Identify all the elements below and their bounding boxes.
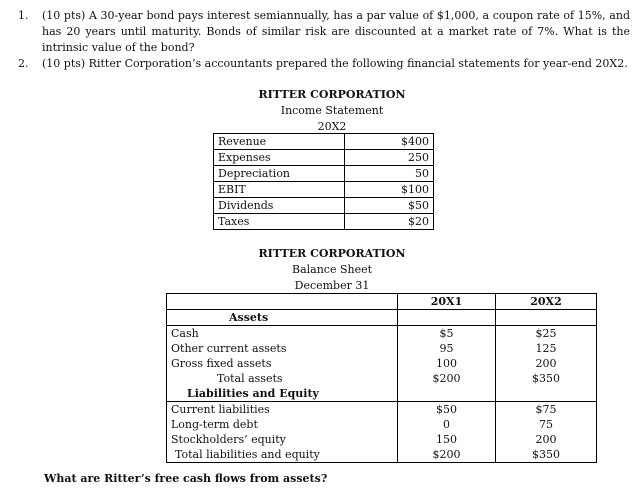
row-label: Depreciation bbox=[214, 166, 345, 182]
question-text: (10 pts) Ritter Corporation’s accountants prepared the following financial statements for year-end 20X2. bbox=[42, 57, 628, 70]
liability-row bbox=[167, 417, 597, 432]
value-20x2: $75 bbox=[496, 402, 597, 418]
row-label: Total liabilities and equity bbox=[167, 447, 398, 463]
value-20x2: $350 bbox=[496, 371, 597, 386]
question-number: 1. bbox=[18, 9, 29, 22]
value-20x1: $200 bbox=[398, 371, 496, 386]
value-20x1: 0 bbox=[398, 417, 496, 432]
column-header-row bbox=[167, 294, 597, 310]
asset-row bbox=[167, 341, 597, 356]
statement-title: Balance Sheet bbox=[291, 263, 373, 276]
value-20x1: 150 bbox=[398, 432, 496, 447]
liability-row bbox=[167, 402, 597, 418]
income-row bbox=[214, 166, 434, 182]
income-row bbox=[214, 134, 434, 150]
row-value: $20 bbox=[345, 214, 434, 230]
row-label bbox=[167, 294, 398, 310]
income-statement-table bbox=[213, 133, 434, 230]
section-heading-row bbox=[167, 310, 597, 326]
total-assets-row bbox=[167, 371, 597, 386]
section-heading-row bbox=[167, 386, 597, 402]
row-label: Stockholders’ equity bbox=[167, 432, 398, 447]
row-value: 250 bbox=[345, 150, 434, 166]
row-label: Cash bbox=[167, 326, 398, 342]
value-20x2: 200 bbox=[496, 356, 597, 371]
value-20x1: $50 bbox=[398, 402, 496, 418]
row-label: Other current assets bbox=[167, 341, 398, 356]
liabilities-heading: Liabilities and Equity bbox=[167, 386, 398, 402]
value-20x1: 20X1 bbox=[398, 294, 496, 310]
income-row bbox=[214, 198, 434, 214]
value-20x1: $200 bbox=[398, 447, 496, 463]
asset-row bbox=[167, 356, 597, 371]
statement-date: December 31 bbox=[294, 279, 370, 292]
balance-sheet-header bbox=[232, 246, 432, 294]
row-label: EBIT bbox=[214, 182, 345, 198]
empty-cell bbox=[496, 386, 597, 402]
question-number: 2. bbox=[18, 57, 29, 70]
value-20x2: 20X2 bbox=[496, 294, 597, 310]
statement-title: Income Statement bbox=[280, 104, 384, 117]
value-20x1: 95 bbox=[398, 341, 496, 356]
income-row bbox=[214, 182, 434, 198]
row-label: Dividends bbox=[214, 198, 345, 214]
empty-cell bbox=[496, 310, 597, 326]
row-value: $50 bbox=[345, 198, 434, 214]
row-label: Revenue bbox=[214, 134, 345, 150]
row-label: Total assets bbox=[167, 371, 398, 386]
final-question: What are Ritter’s free cash flows from assets? bbox=[44, 472, 328, 485]
value-20x2: $350 bbox=[496, 447, 597, 463]
company-name: RITTER CORPORATION bbox=[258, 247, 406, 260]
assets-heading: Assets bbox=[167, 310, 398, 326]
income-row bbox=[214, 150, 434, 166]
value-20x1: 100 bbox=[398, 356, 496, 371]
total-liabilities-row bbox=[167, 447, 597, 463]
question-2 bbox=[18, 56, 630, 72]
empty-cell bbox=[398, 310, 496, 326]
income-row bbox=[214, 214, 434, 230]
company-name: RITTER CORPORATION bbox=[258, 88, 406, 101]
statement-period: 20X2 bbox=[317, 120, 347, 133]
value-20x2: 125 bbox=[496, 341, 597, 356]
question-1 bbox=[18, 8, 630, 56]
row-value: $100 bbox=[345, 182, 434, 198]
asset-row bbox=[167, 326, 597, 342]
row-label: Long-term debt bbox=[167, 417, 398, 432]
liability-row bbox=[167, 432, 597, 447]
value-20x2: 75 bbox=[496, 417, 597, 432]
row-label: Taxes bbox=[214, 214, 345, 230]
row-label: Expenses bbox=[214, 150, 345, 166]
question-text: (10 pts) A 30-year bond pays interest semiannually, has a par value of $1,000, a coupon rate of 15%, and has 20 years until maturity. Bonds of similar risk are discounted at a market rate of 7%. What is the intrinsic value of the bond? bbox=[42, 9, 630, 54]
row-label: Current liabilities bbox=[167, 402, 398, 418]
empty-cell bbox=[398, 386, 496, 402]
value-20x2: $25 bbox=[496, 326, 597, 342]
row-value: $400 bbox=[345, 134, 434, 150]
row-value: 50 bbox=[345, 166, 434, 182]
value-20x1: $5 bbox=[398, 326, 496, 342]
balance-sheet-table bbox=[166, 293, 597, 463]
value-20x2: 200 bbox=[496, 432, 597, 447]
row-label: Gross fixed assets bbox=[167, 356, 398, 371]
income-statement-header bbox=[232, 87, 432, 135]
